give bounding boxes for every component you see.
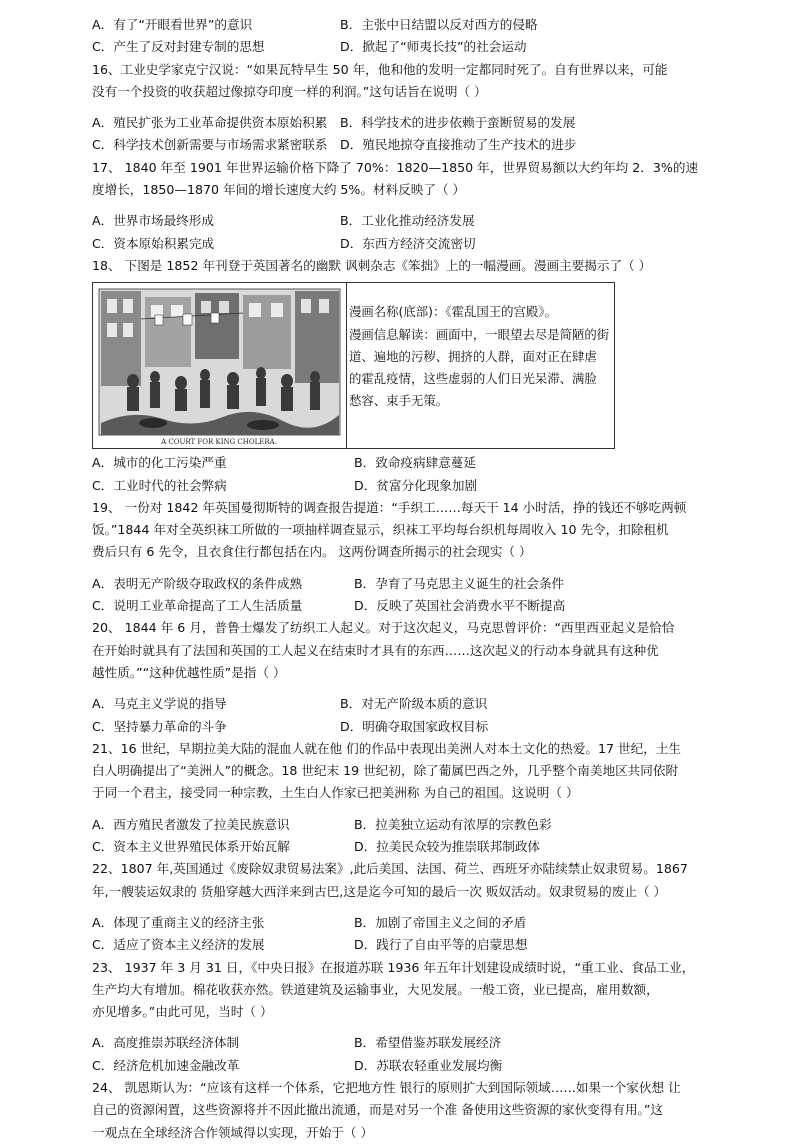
q18-option-a[interactable]: A．城市的化工污染严重 — [92, 455, 227, 471]
q20-stem-line3: 越性质。”“这种优越性质”是指（ ） — [92, 664, 286, 680]
q20-option-c[interactable]: C．坚持暴力革命的斗争 — [92, 718, 227, 734]
exam-page — [92, 14, 704, 1144]
q19-options-row2 — [92, 595, 704, 617]
q17-stem-line2: 度增长，1850—1870 年间的增长速度大约 5%。材料反映了（ ） — [92, 182, 466, 198]
q17-options-row1 — [92, 210, 704, 232]
cartoon-caption: A COURT FOR KING CHOLERA. — [161, 438, 277, 447]
q23-options-row1 — [92, 1032, 704, 1054]
q19-option-c[interactable]: C．说明工业革命提高了工人生活质量 — [92, 598, 303, 614]
q22-options-row1 — [92, 912, 704, 934]
cartoon-info-line1: 漫画名称(底部)：《霍乱国王的宫殿》。 — [349, 304, 557, 320]
q15-option-a[interactable]: A．有了“开眼看世界”的意识 — [92, 17, 253, 32]
q24-stem-line1: 24、 凯恩斯认为：“应该有这样一个体系，它把地方性 银行的原则扩大到国际领域……如果一个家伙想 让 — [92, 1079, 681, 1095]
q23-option-a[interactable]: A．高度推崇苏联经济体制 — [92, 1035, 240, 1051]
q19-stem-line3: 费后只有 6 先令，且衣食住行都包括在内。 这两份调查所揭示的社会现实（ ） — [92, 544, 532, 560]
q21-options-row1 — [92, 814, 704, 836]
q19-option-b[interactable]: B．孕育了马克思主义诞生的社会条件 — [354, 575, 565, 591]
q22-option-d[interactable]: D．践行了自由平等的启蒙思想 — [354, 937, 528, 953]
q21-stem-line2: 白人明确提出了“美洲人”的概念。18 世纪末 19 世纪初，除了葡属巴西之外，几乎整个南美地区共同依附 — [92, 763, 679, 779]
q21-option-b[interactable]: B．拉美独立运动有浓厚的宗教色彩 — [354, 816, 552, 832]
q20-options-row1 — [92, 693, 704, 715]
q18-stem: 18、 下图是 1852 年刊登于英国著名的幽默 讽刺杂志《笨拙》上的一幅漫画。漫画主要揭示了（ ） — [92, 257, 652, 273]
q21-options-row2 — [92, 836, 704, 858]
cholera-cartoon-illustration — [93, 283, 346, 448]
cartoon-info-line5: 愁容、束手无策。 — [349, 393, 449, 409]
q20-option-d[interactable]: D．明确夺取国家政权目标 — [340, 718, 489, 734]
q15-options-row2 — [92, 36, 704, 58]
q18-option-b[interactable]: B．致命疫病肆意蔓延 — [354, 455, 476, 471]
q17-option-d[interactable]: D．东西方经济交流密切 — [340, 235, 476, 251]
cartoon-info-line2: 漫画信息解读：画面中，一眼望去尽是简陋的街 — [349, 326, 610, 342]
q16-stem-line2: 没有一个投资的收获超过像掠夺印度一样的利润。”这句话旨在说明（ ） — [92, 83, 487, 99]
q21-option-c[interactable]: C．资本主义世界殖民体系开始瓦解 — [92, 839, 290, 855]
q20-option-b[interactable]: B．对无产阶级本质的意识 — [340, 696, 488, 712]
q20-stem-line2: 在开始时就具有了法国和英国的工人起义在结束时才具有的东西……这次起义的行动本身就具有这种优 — [92, 642, 659, 658]
q17-stem-line1: 17、 1840 年至 1901 年世界运输价格下降了 70%：1820—1850 年，世界贸易额以大约年均 2．3%的速 — [92, 159, 699, 175]
q15-option-d[interactable]: D．掀起了“师夷长技”的社会运动 — [340, 39, 527, 55]
q15-options-row1 — [92, 14, 704, 36]
q23-stem-line1: 23、 1937 年 3 月 31 日，《中央日报》在报道苏联 1936 年五年计划建设成绩时说，“重工业、食品工业， — [92, 959, 695, 975]
q21-stem-line1: 21、16 世纪，早期拉美大陆的混血人就在他 们的作品中表现出美洲人对本土文化的热爱。17 世纪，土生 — [92, 740, 682, 756]
q16-option-c[interactable]: C．科学技术创新需要与市场需求紧密联系 — [92, 137, 328, 153]
cartoon-image — [93, 283, 347, 448]
q23-stem-line3: 亦见增多。”由此可见，当时（ ） — [92, 1004, 273, 1020]
q21-stem-line3: 于同一个君主，接受同一种宗教，土生白人作家已把美洲称 为自己的祖国。这说明（ ） — [92, 785, 579, 801]
q23-option-b[interactable]: B．希望借鉴苏联发展经济 — [354, 1035, 502, 1051]
q21-option-d[interactable]: D．拉美民众较为推崇联邦制政体 — [354, 839, 541, 855]
cartoon-info-line4: 的霍乱疫情，这些虚弱的人们日光呆滞、满脸 — [349, 371, 597, 387]
q23-option-d[interactable]: D．苏联农轻重业发展均衡 — [354, 1057, 503, 1073]
q19-option-a[interactable]: A．表明无产阶级夺取政权的条件成熟 — [92, 575, 303, 591]
q24-stem-line3: 一观点在全球经济合作领域得以实现，开始于（ ） — [92, 1124, 374, 1140]
q22-option-c[interactable]: C．适应了资本主义经济的发展 — [92, 937, 265, 953]
q20-options-row2 — [92, 716, 704, 738]
q22-option-a[interactable]: A．体现了重商主义的经济主张 — [92, 914, 265, 930]
q18-options-row2 — [92, 475, 704, 497]
q23-options-row2 — [92, 1055, 704, 1077]
q20-option-a[interactable]: A．马克主义学说的指导 — [92, 696, 227, 712]
q16-option-d[interactable]: D．殖民地掠夺直接推动了生产技术的进步 — [340, 137, 577, 153]
q22-option-b[interactable]: B．加剧了帝国主义之间的矛盾 — [354, 914, 527, 930]
q18-option-c[interactable]: C．工业时代的社会弊病 — [92, 477, 227, 493]
q22-stem-line1: 22、1807 年,英国通过《废除奴隶贸易法案》,此后美国、法国、荷兰、西班牙亦陆续禁止奴隶贸易。1867 — [92, 861, 688, 877]
q16-stem-line1: 16、工业史学家克宁汉说：“如果瓦特早生 50 年，他和他的发明一定都同时死了。自有世界以来，可能 — [92, 61, 668, 77]
q16-option-a[interactable]: A．殖民扩张为工业革命提供资本原始积累 — [92, 115, 328, 131]
q22-options-row2 — [92, 934, 704, 956]
q20-stem-line1: 20、 1844 年 6 月，普鲁士爆发了纺织工人起义。对于这次起义，马克思曾评价：“西里西亚起义是恰恰 — [92, 620, 675, 636]
q19-option-d[interactable]: D．反映了英国社会消费水平不断提高 — [354, 598, 566, 614]
q23-stem-line2: 生产均大有增加。棉花收获亦然。铁道建筑及运输事业，大见发展。一般工资，业已提高，雇用数额， — [92, 981, 659, 997]
q16-options-row2 — [92, 134, 704, 156]
q16-options-row1 — [92, 112, 704, 134]
q24-stem-line2: 自己的资源闲置，这些资源将并不因此撤出流通，而是对另一个准 备使用这些资源的家伙变得有用。”这 — [92, 1102, 663, 1118]
q19-stem-line2: 饭。”1844 年对全英织袜工所做的一项抽样调查显示，织袜工平均每台织机每周收入 10 先令，扣除租机 — [92, 522, 669, 538]
q15-option-c[interactable]: C．产生了反对封建专制的思想 — [92, 39, 265, 55]
q15-option-b[interactable]: B．主张中日结盟以反对西方的侵略 — [340, 17, 538, 32]
q17-option-c[interactable]: C．资本原始积累完成 — [92, 235, 215, 251]
q16-option-b[interactable]: B．科学技术的进步依赖于蛮断贸易的发展 — [340, 115, 576, 131]
q19-options-row1 — [92, 573, 704, 595]
cartoon-info — [347, 283, 614, 448]
q22-stem-line2: 年,一艘装运奴隶的 货船穿越大西洋来到古巴,这是迄今可知的最后一次 贩奴活动。奴隶贸易的废止（ ） — [92, 883, 667, 899]
q17-option-a[interactable]: A．世界市场最终形成 — [92, 213, 214, 229]
q23-option-c[interactable]: C．经济危机加速金融改革 — [92, 1057, 240, 1073]
q17-options-row2 — [92, 233, 704, 255]
cartoon-info-line3: 道、遍地的污秽、拥挤的人群，面对正在肆虐 — [349, 348, 597, 364]
q18-options-row1 — [92, 452, 704, 474]
q19-stem-line1: 19、 一份对 1842 年英国曼彻斯特的调查报告提道：“手织工……每天干 14 小时活，挣的钱还不够吃两顿 — [92, 499, 687, 515]
q18-figure-table — [92, 282, 615, 449]
q17-option-b[interactable]: B．工业化推动经济发展 — [340, 213, 475, 229]
q21-option-a[interactable]: A．西方殖民者激发了拉美民族意识 — [92, 816, 290, 832]
q18-option-d[interactable]: D．贫富分化现象加剧 — [354, 477, 478, 493]
